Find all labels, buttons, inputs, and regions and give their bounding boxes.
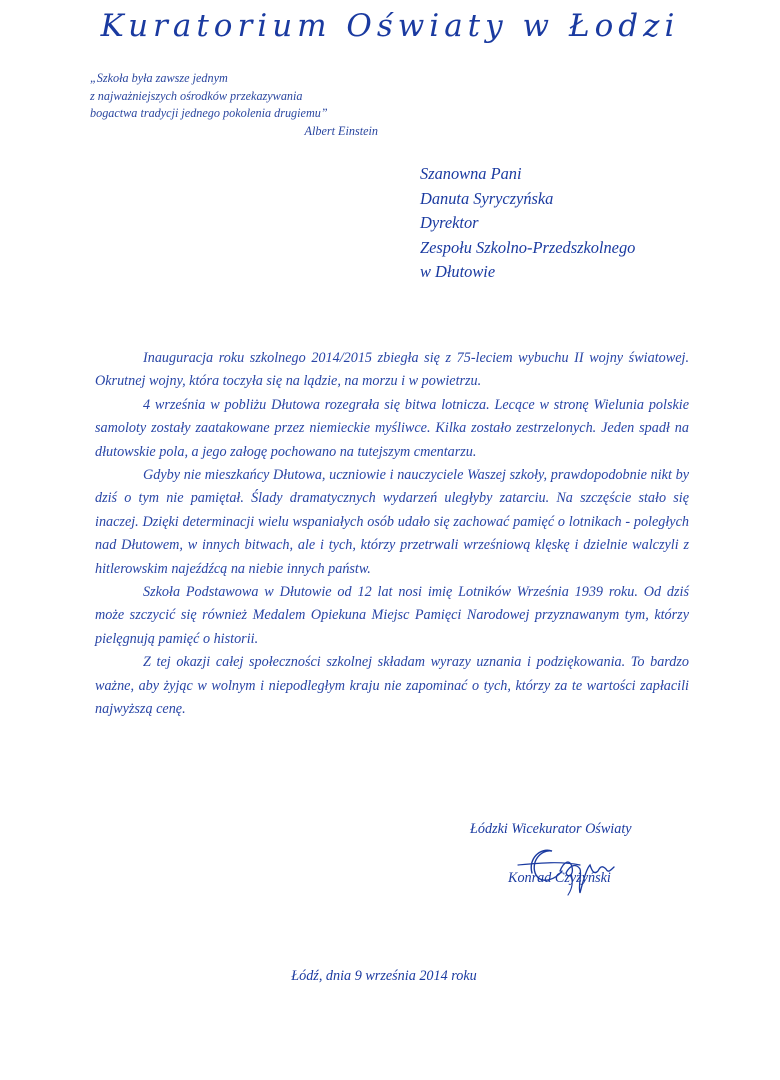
motto-line: „Szkoła była zawsze jednym xyxy=(90,71,228,85)
signature-block xyxy=(470,821,730,886)
letter-paragraph: Z tej okazji całej społeczności szkolnej składam wyrazy uznania i podziękowania. To bardzo ważne, aby żyjąc w wolnym i niepodległym kraju nie zapominać o tych, którzy za te wartości zapłacili najwyższą cenę. xyxy=(95,654,689,718)
letter-paragraph: Szkoła Podstawowa w Dłutowie od 12 lat nosi imię Lotników Września 1939 roku. Od dziś może szczycić się również Medalem Opiekuna Miejsc Pamięci Narodowej przyznawanym tym, którzy pielęgnują pamięć o historii. xyxy=(95,584,689,647)
recipient-institution: Zespołu Szkolno-Przedszkolnego xyxy=(420,237,636,257)
recipient-salutation: Szanowna Pani xyxy=(420,164,522,183)
signatory-title: Łódzki Wicekurator Oświaty xyxy=(470,821,632,837)
letterhead-title: Kuratorium Oświaty w Łodzi xyxy=(100,8,680,44)
letter-paragraph: 4 września w pobliżu Dłutowa rozegrała się bitwa lotnicza. Lecące w stronę Wielunia polskie samoloty zostały zaatakowane przez niemieckie myśliwce. Kilka zostało zestrzelonych. Jeden spadł na dłutowskie pola, a jego załogę pochowano na tutejszym cmentarzu. xyxy=(95,396,689,460)
recipient-position: Dyrektor xyxy=(420,213,479,233)
handwritten-signature-icon xyxy=(510,835,630,897)
motto-author: Albert Einstein xyxy=(304,123,378,138)
place-and-date: Łódź, dnia 9 września 2014 roku xyxy=(291,968,477,984)
signatory-name: Konrad Czyżyński xyxy=(508,870,611,886)
recipient-address xyxy=(420,162,740,285)
letter-paragraph: Gdyby nie mieszkańcy Dłutowa, uczniowie i nauczyciele Waszej szkoły, prawdopodobnie nikt by dziś o tym nie pamiętał. Ślady dramatycznych wydarzeń uległyby zatarciu. Na szczęście stało się inaczej. Dzięki determinacji wielu wspaniałych osób udało się zachować pamięć o lotnikach - poległych nad Dłutowem, w innych bitwach, ale i tych, którzy przetrwali wrześniową klęskę i dzielnie walczyli z hitlerowskim najeźdźcą na niebie innych państw. xyxy=(95,467,689,577)
recipient-location: w Dłutowie xyxy=(420,262,496,282)
recipient-name: Danuta Syryczyńska xyxy=(420,188,554,208)
motto-line: bogactwa tradycji jednego pokolenia drugiemu” xyxy=(90,106,328,121)
letter-paragraph: Inauguracja roku szkolnego 2014/2015 zbiegła się z 75-leciem wybuchu II wojny światowej. Okrutnej wojny, która toczyła się na lądzie, na morzu i w powietrzu. xyxy=(95,350,689,390)
motto-line: z najważniejszych ośrodków przekazywania xyxy=(90,88,303,103)
motto-quote xyxy=(90,70,390,140)
letter-body xyxy=(95,347,689,722)
